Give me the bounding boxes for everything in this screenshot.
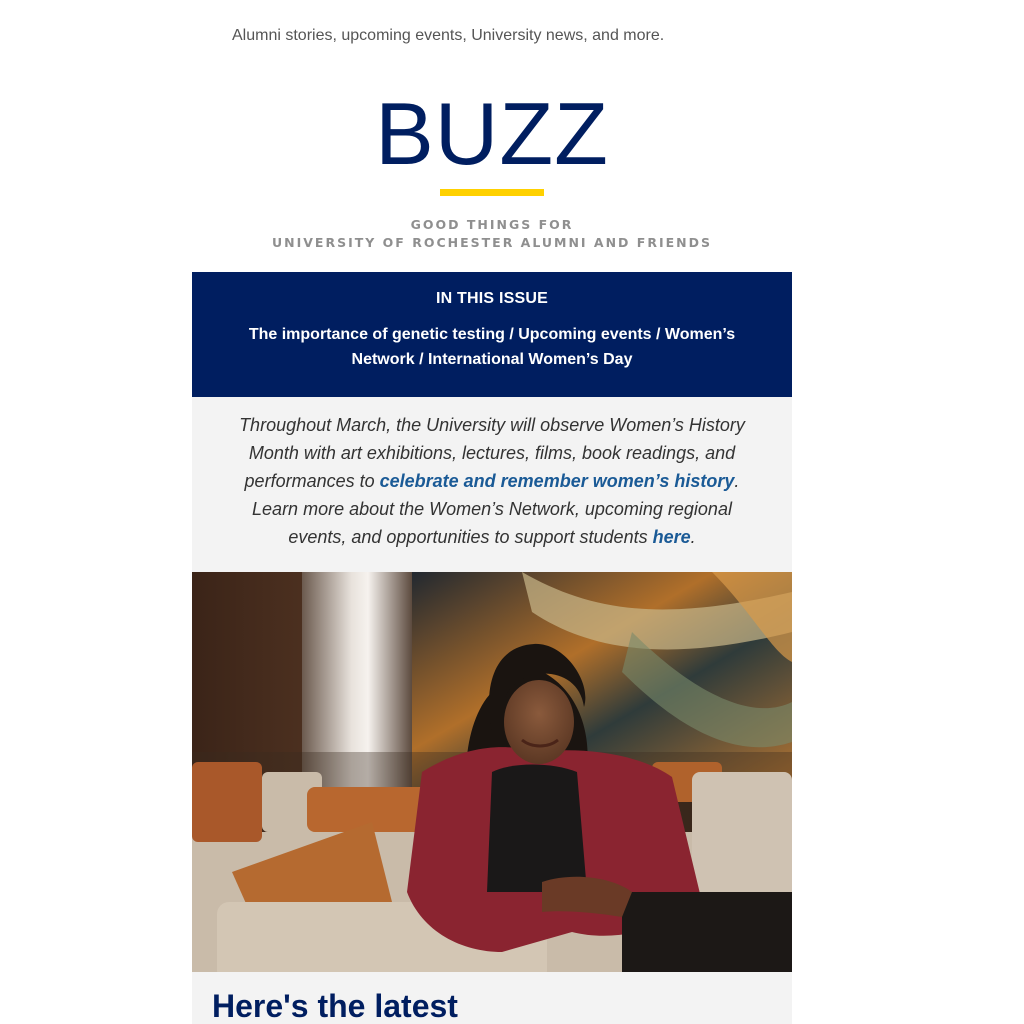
intro-text-1: Throughout March, the University will observe Women’s History Month with art exhibitions, lectures, films, book readings, and performances to — [239, 415, 745, 491]
here-link[interactable]: here — [652, 527, 691, 547]
hero-photo[interactable] — [192, 572, 792, 972]
hero-photo-illustration — [192, 572, 792, 972]
intro-section — [192, 397, 792, 572]
in-this-issue-topics: The importance of genetic testing / Upcoming events / Women’s Network / International Women’s Day — [248, 326, 736, 368]
intro-text-2: . Learn more about the Women’s Network, upcoming regional events, and opportunities to support students — [252, 471, 740, 547]
latest-section — [192, 972, 792, 1024]
latest-heading: Here's the latest — [212, 988, 458, 1024]
intro-text-3: . — [690, 527, 696, 547]
buzz-logo[interactable] — [192, 80, 792, 210]
in-this-issue-heading: IN THIS ISSUE — [436, 290, 548, 307]
masthead — [192, 80, 792, 272]
masthead-tagline — [192, 216, 792, 252]
preheader-text: Alumni stories, upcoming events, University news, and more. — [232, 27, 665, 44]
celebrate-womens-history-link[interactable]: celebrate and remember women’s history — [379, 471, 735, 491]
tagline-line-1: GOOD THINGS FOR — [410, 217, 574, 232]
buzz-logo-underline — [440, 189, 544, 196]
intro-paragraph — [222, 411, 762, 551]
in-this-issue-banner — [192, 272, 792, 397]
buzz-logo-wordmark: BUZZ — [375, 84, 609, 183]
tagline-line-2: UNIVERSITY OF ROCHESTER ALUMNI AND FRIENDS — [272, 235, 712, 250]
